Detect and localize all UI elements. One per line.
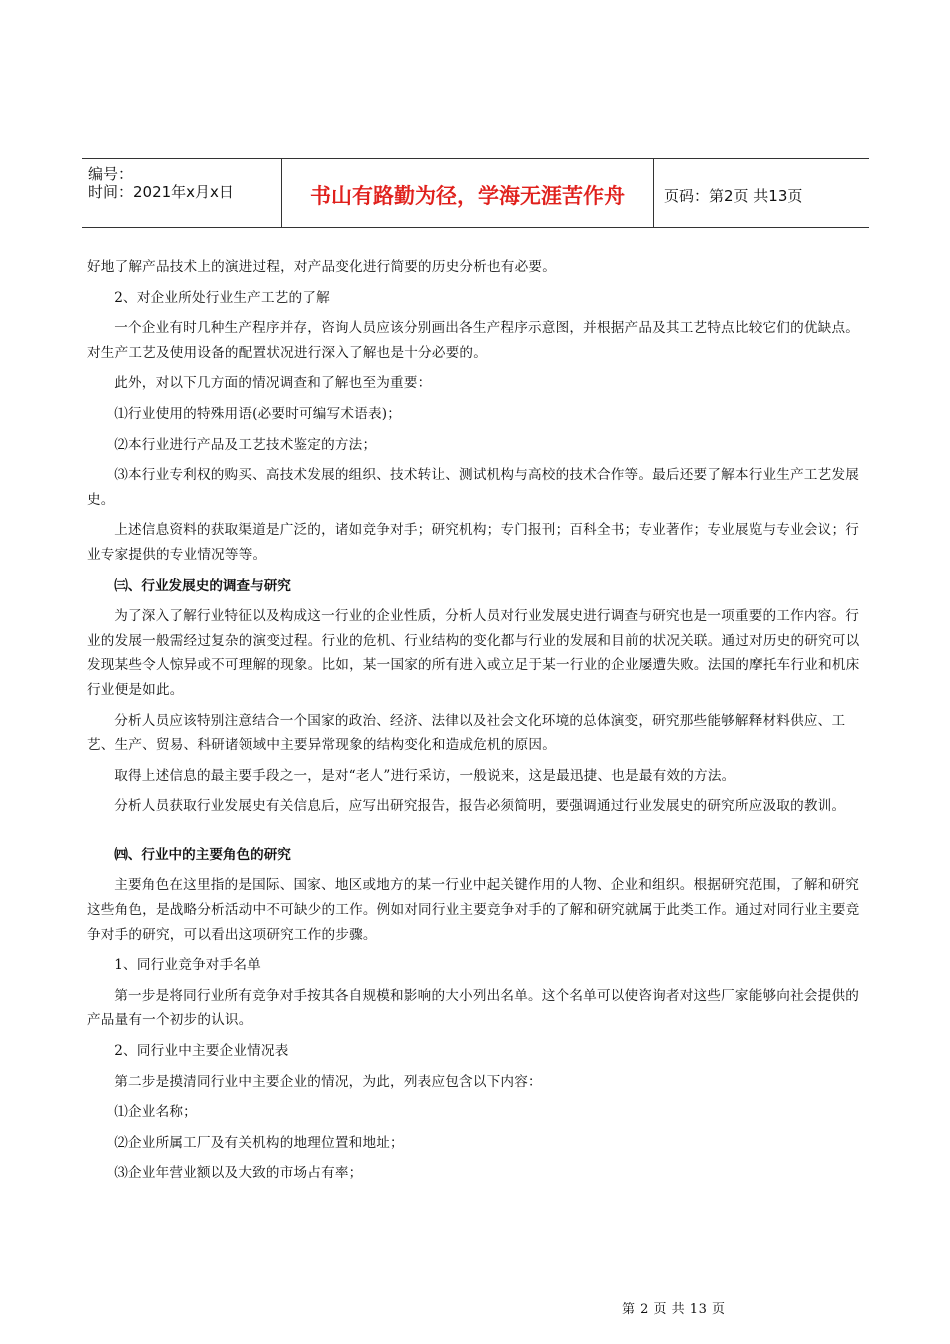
spacer (87, 825, 870, 843)
subheading: 1、同行业竞争对手名单 (114, 957, 261, 974)
paragraph: 一个企业有时几种生产程序并存，咨询人员应该分别画出各生产程序示意图，并根据产品及其工艺特点比较它们的优缺点。对生产工艺及使用设备的配置状况进行深入了解也是十分必要的。 (87, 320, 860, 361)
paragraph: 第二步是摸清同行业中主要企业的情况，为此，列表应包含以下内容： (114, 1073, 542, 1090)
list-item: ⑶企业年营业额以及大致的市场占有率； (114, 1165, 363, 1182)
paragraph: 为了深入了解行业特征以及构成这一行业的企业性质，分析人员对行业发展史进行调查与研究也是一项重要的工作内容。行业的发展一般需经过复杂的演变过程。行业的危机、行业结构的变化都与行业的发展和目前的状况关联。通过对历史的研究可以发现某些令人惊异或不可理解的现象。比如，某一国家的所有进入或立足于某一行业的企业屡遭失败。法国的摩托车行业和机床行业便是如此。 (87, 608, 860, 698)
list-item: ⑵本行业进行产品及工艺技术鉴定的方法； (114, 436, 377, 453)
page-footer: 第 2 页 共 13 页 (622, 1302, 726, 1317)
paragraph: 分析人员应该特别注意结合一个国家的政治、经济、法律以及社会文化环境的总体演变，研究那些能够解释材料供应、工艺、生产、贸易、科研诸领域中主要异常现象的结构变化和造成危机的原因。 (87, 712, 846, 754)
paragraph: 第一步是将同行业所有竞争对手按其各自规模和影响的大小列出名单。这个名单可以使咨询者对这些厂家能够向社会提供的产品量有一个初步的认识。 (87, 987, 860, 1029)
paragraph: 此外，对以下几方面的情况调查和了解也至为重要： (114, 375, 432, 392)
paragraph: 好地了解产品技术上的演进过程，对产品变化进行简要的历史分析也有必要。 (87, 259, 556, 275)
header-meta-cell (82, 159, 282, 227)
section-heading: ㈣、行业中的主要角色的研究 (114, 846, 291, 863)
paragraph: 分析人员获取行业发展史有关信息后，应写出研究报告，报告必须简明，要强调通过行业发展史的研究所应汲取的教训。 (114, 798, 846, 815)
paragraph: 主要角色在这里指的是国际、国家、地区或地方的某一行业中起关键作用的人物、企业和组织。根据研究范围，了解和研究这些角色，是战略分析活动中不可缺少的工作。例如对同行业主要竞争对手的了解和研究就属于此类工作。通过对同行业主要竞争对手的研究，可以看出这项研究工作的步骤。 (87, 877, 860, 943)
document-body (87, 255, 870, 1192)
header-motto: 书山有路勤为径，学海无涯苦作舟 (282, 159, 654, 227)
document-date-label: 时间：2021年x月x日 (88, 183, 234, 201)
subheading: 2、同行业中主要企业情况表 (114, 1043, 289, 1060)
header-page-info: 页码：第2页 共13页 (664, 186, 803, 205)
list-item: ⑴企业名称； (114, 1104, 197, 1121)
list-item: ⑵企业所属工厂及有关机构的地理位置和地址； (114, 1134, 404, 1151)
paragraph: 上述信息资料的获取渠道是广泛的，诸如竞争对手；研究机构；专门报刊；百科全书；专业著作；专业展览与专业会议；行业专家提供的专业情况等等。 (87, 522, 860, 563)
subheading: 2、对企业所处行业生产工艺的了解 (114, 289, 330, 306)
list-item: ⑴行业使用的特殊用语(必要时可编写术语表)； (114, 405, 402, 422)
list-item: ⑶本行业专利权的购买、高技术发展的组织、技术转让、测试机构与高校的技术合作等。最后还要了解本行业生产工艺发展史。 (87, 467, 860, 508)
paragraph: 取得上述信息的最主要手段之一，是对“老人”进行采访，一般说来，这是最迅捷、也是最有效的方法。 (114, 767, 736, 784)
document-number-label: 编号： (88, 165, 134, 183)
page-header (82, 158, 869, 228)
section-heading: ㈢、行业发展史的调查与研究 (114, 577, 291, 594)
